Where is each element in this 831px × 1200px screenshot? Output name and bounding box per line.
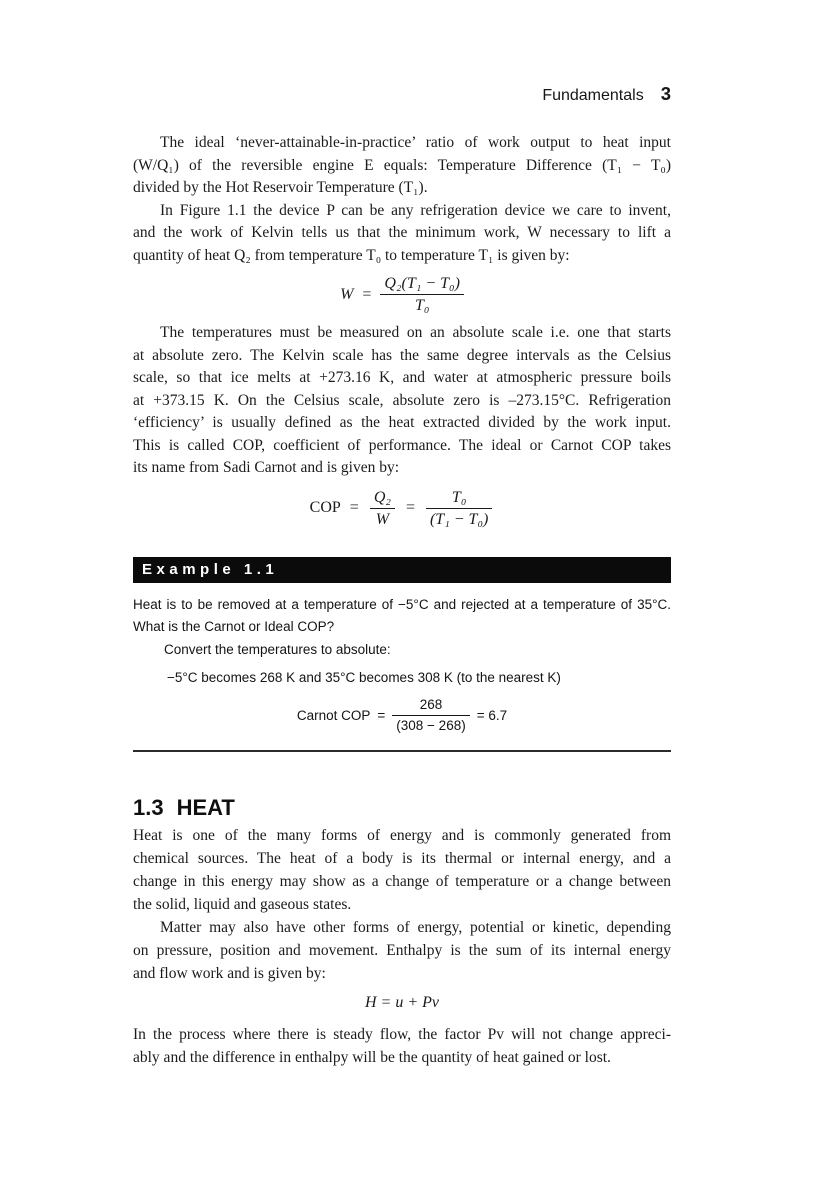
formula-lhs: Carnot COP — [296, 707, 371, 723]
paragraph-absolute-scale — [133, 322, 671, 480]
running-head — [133, 0, 671, 105]
equals-sign: = — [362, 285, 372, 303]
section-divider-rule — [133, 750, 671, 752]
fraction — [392, 695, 469, 736]
body-line: quantity of heat Q₂ from temperature T₀ to temperature T₁ is given by: — [133, 246, 570, 264]
example-line: Heat is to be removed at a temperature of −5°C and rejected at a temperature of 35°C. — [133, 596, 671, 612]
page-number: 3 — [660, 83, 671, 104]
fraction-numerator: Q₂(T₁ − T₀) — [384, 275, 460, 292]
body-line: ably and the difference in enthalpy will be the quantity of heat gained or lost. — [133, 1048, 611, 1066]
formula-result: = 6.7 — [476, 707, 508, 723]
fraction — [380, 273, 464, 316]
body-line: In Figure 1.1 the device P can be any refrigeration device we care to invent, — [160, 201, 671, 219]
formula-lhs: W — [340, 285, 354, 303]
running-title: Fundamentals — [542, 87, 644, 104]
formula-minimum-work — [133, 273, 671, 316]
fraction-denominator: (308 − 268) — [396, 717, 466, 733]
example-step-line: Convert the temperatures to absolute: — [164, 641, 391, 657]
formula-carnot-cop-result — [133, 695, 671, 736]
body-line: at absolute zero. The Kelvin scale has the same degree intervals as the Celsius — [133, 346, 671, 364]
body-line: the solid, liquid and gaseous states. — [133, 895, 352, 913]
body-line: and flow work and is given by: — [133, 964, 326, 982]
example-banner — [133, 557, 671, 583]
fraction-numerator: 268 — [419, 696, 443, 712]
paragraph-enthalpy — [133, 916, 671, 985]
equals-sign: = — [377, 707, 386, 723]
fraction — [426, 487, 492, 530]
formula-expression: H = u + Pv — [364, 993, 440, 1011]
section-number: 1.3 — [133, 794, 164, 820]
body-line: chemical sources. The heat of a body is its thermal or internal energy, and a — [133, 849, 671, 867]
body-line: scale, so that ice melts at +273.16 K, and water at atmospheric pressure boils — [133, 369, 671, 386]
formula-enthalpy — [133, 992, 671, 1014]
section-title: HEAT — [176, 794, 235, 820]
example-title: Example 1.1 — [142, 560, 279, 578]
paragraph-figure-kelvin — [133, 200, 671, 268]
formula-carnot-cop-definition — [133, 487, 671, 530]
body-line: The ideal ‘never-attainable-in-practice’ ratio of work output to heat input — [160, 134, 671, 151]
fraction-numerator: Q₂ — [373, 488, 391, 506]
body-line: at +373.15 K. On the Celsius scale, absolute zero is –273.15°C. Refrigeration — [133, 391, 671, 409]
paragraph-steady-flow — [133, 1023, 671, 1069]
body-line: on pressure, position and movement. Enthalpy is the sum of its internal energy — [133, 941, 671, 959]
body-line: In the process where there is steady flow, the factor Pv will not change appreci- — [133, 1025, 671, 1043]
body-line: (W/Q₁) of the reversible engine E equals: Temperature Difference (T₁ − T₀) — [133, 156, 671, 174]
fraction — [370, 487, 395, 530]
example-body — [133, 594, 671, 736]
body-line: ‘efficiency’ is usually defined as the heat extracted divided by the work input. — [133, 414, 671, 431]
example-line: What is the Carnot or Ideal COP? — [133, 619, 335, 634]
equals-sign: = — [405, 499, 415, 516]
section-heading-heat — [133, 796, 671, 819]
example-conversion-line: −5°C becomes 268 K and 35°C becomes 308 K (to the nearest K) — [167, 670, 561, 685]
fraction-denominator: (T₁ − T₀) — [429, 510, 489, 528]
fraction-denominator: W — [375, 510, 390, 528]
fraction-denominator: T₀ — [414, 297, 430, 314]
paragraph-heat-energy — [133, 824, 671, 916]
equals-sign: = — [349, 499, 359, 516]
body-line: and the work of Kelvin tells us that the minimum work, W necessary to lift a — [133, 224, 671, 241]
body-line: divided by the Hot Reservoir Temperature (T₁). — [133, 179, 428, 196]
body-line: The temperatures must be measured on an absolute scale i.e. one that starts — [160, 324, 671, 341]
body-line: This is called COP, coefficient of performance. The ideal or Carnot COP takes — [133, 436, 671, 454]
body-line: change in this energy may show as a change of temperature or a change between — [133, 872, 671, 890]
body-line: Heat is one of the many forms of energy and is commonly generated from — [133, 826, 671, 844]
page-content — [133, 0, 671, 1069]
formula-lhs: COP — [309, 499, 341, 516]
body-line: its name from Sadi Carnot and is given by: — [133, 459, 400, 476]
fraction-numerator: T₀ — [451, 488, 467, 506]
body-line: Matter may also have other forms of energy, potential or kinetic, depending — [160, 918, 671, 936]
paragraph-ideal-ratio — [133, 132, 671, 200]
